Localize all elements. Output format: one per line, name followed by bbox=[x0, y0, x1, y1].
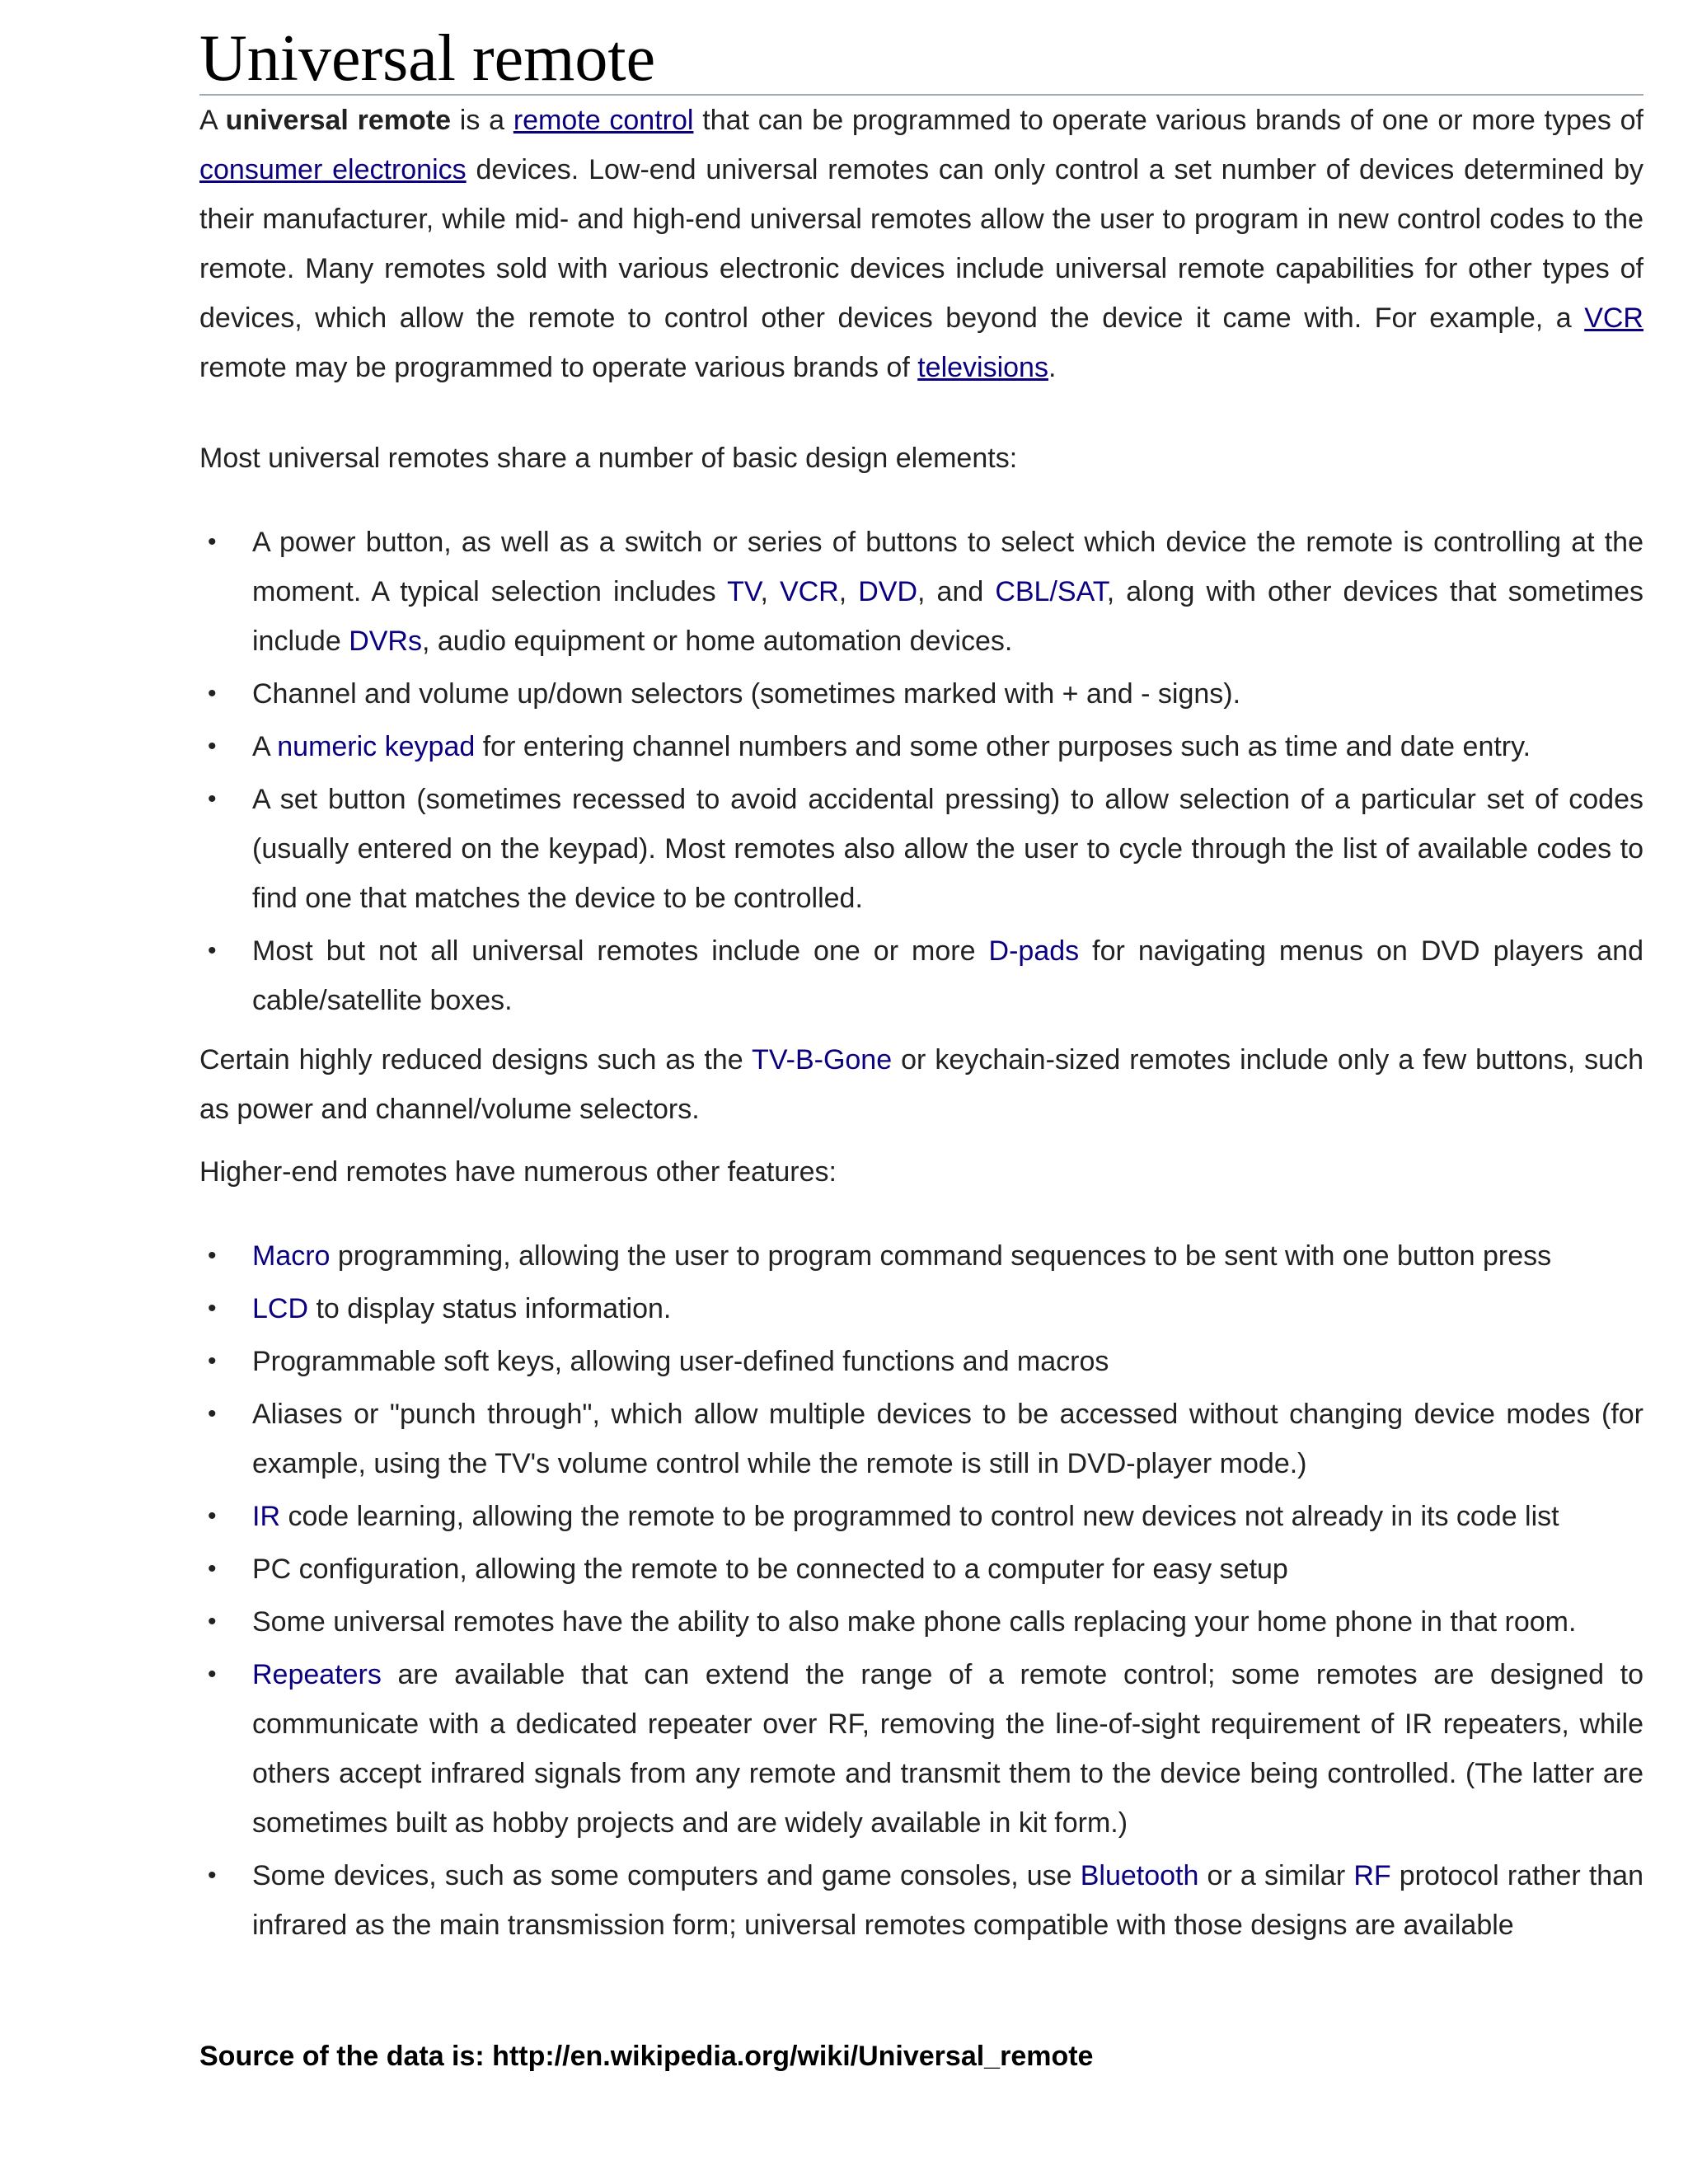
article bbox=[199, 23, 1643, 1953]
basic-elements-list bbox=[199, 518, 1643, 1025]
list-item bbox=[199, 669, 1643, 719]
item-text: code learning, allowing the remote to be programmed to control new devices not already in its code list bbox=[280, 1501, 1559, 1532]
intro-paragraph bbox=[199, 96, 1643, 392]
intro-text: that can be programmed to operate various brands of one or more types of bbox=[693, 105, 1643, 136]
basic-elements-lead: Most universal remotes share a number of basic design elements: bbox=[199, 443, 1018, 474]
list-item bbox=[199, 775, 1643, 923]
link-rf[interactable]: RF bbox=[1353, 1860, 1391, 1891]
link-cbl-sat[interactable]: CBL/SAT bbox=[995, 576, 1107, 607]
item-text: PC configuration, allowing the remote to be connected to a computer for easy setup bbox=[252, 1554, 1288, 1585]
item-text: Some universal remotes have the ability to also make phone calls replacing your home phone in that room. bbox=[252, 1606, 1577, 1638]
reduced-designs-paragraph bbox=[199, 1035, 1643, 1134]
list-item bbox=[199, 1390, 1643, 1488]
link-remote-control[interactable]: remote control bbox=[513, 105, 694, 136]
link-vcr[interactable]: VCR bbox=[1584, 302, 1643, 334]
link-repeaters[interactable]: Repeaters bbox=[252, 1659, 382, 1690]
source-note: Source of the data is: http://en.wikipedia.org/wiki/Universal_remote bbox=[199, 2041, 1094, 2072]
intro-text: . bbox=[1048, 352, 1057, 383]
link-tv-b-gone[interactable]: TV-B-Gone bbox=[752, 1044, 893, 1076]
item-text: are available that can extend the range of a remote control; some remotes are designed to communicate with a dedicated repeater over RF, removing the line-of-sight requirement of IR repeaters, while others accept infrared signals from any remote and transmit them to the device being controlled. (The latter are sometimes built as hobby projects and are widely available in kit form.) bbox=[252, 1659, 1643, 1839]
item-text: to display status information. bbox=[308, 1293, 672, 1324]
item-text: A bbox=[252, 731, 278, 762]
item-text: A power button, as well as a switch or series of buttons to select which device the remote is controlling at the moment. A typical selection includes bbox=[252, 527, 1643, 607]
item-text: Most but not all universal remotes include one or more bbox=[252, 935, 989, 967]
list-item bbox=[199, 722, 1643, 771]
paragraph-text: or keychain-sized remotes include only a few buttons, such as power and channel/volume selectors. bbox=[199, 1044, 1643, 1125]
link-lcd[interactable]: LCD bbox=[252, 1293, 309, 1324]
item-text: A set button (sometimes recessed to avoid accidental pressing) to allow selection of a particular set of codes (usually entered on the keypad). Most remotes also allow the user to cycle through the list of available codes to find one that matches the device to be controlled. bbox=[252, 784, 1643, 914]
intro-text: A bbox=[199, 105, 226, 136]
link-dvd[interactable]: DVD bbox=[858, 576, 918, 607]
item-text: protocol rather than infrared as the main transmission form; universal remotes compatible with those designs are available bbox=[252, 1860, 1643, 1941]
item-text: for entering channel numbers and some other purposes such as time and date entry. bbox=[475, 731, 1531, 762]
list-item bbox=[199, 1597, 1643, 1647]
item-text: for navigating menus on DVD players and cable/satellite boxes. bbox=[252, 935, 1643, 1016]
intro-text: devices. Low-end universal remotes can only control a set number of devices determined by their manufacturer, while mid- and high-end universal remotes allow the user to program in new control codes to the remote. Many remotes sold with various electronic devices include universal remote capabilities for other types of devices, which allow the remote to control other devices beyond the device it came with. For example, a bbox=[199, 154, 1643, 334]
item-text: , bbox=[838, 576, 859, 607]
link-consumer-electronics[interactable]: consumer electronics bbox=[199, 154, 467, 185]
link-d-pads[interactable]: D-pads bbox=[988, 935, 1080, 967]
link-televisions[interactable]: televisions bbox=[917, 352, 1048, 383]
link-bluetooth[interactable]: Bluetooth bbox=[1080, 1860, 1199, 1891]
item-text: Programmable soft keys, allowing user-defined functions and macros bbox=[252, 1346, 1109, 1377]
higher-end-lead: Higher-end remotes have numerous other features: bbox=[199, 1156, 837, 1188]
higher-end-list bbox=[199, 1231, 1643, 1950]
link-dvrs[interactable]: DVRs bbox=[349, 626, 422, 657]
list-item bbox=[199, 518, 1643, 666]
item-text: or a similar bbox=[1198, 1860, 1354, 1891]
list-item bbox=[199, 1284, 1643, 1333]
link-macro[interactable]: Macro bbox=[252, 1240, 331, 1272]
item-text: , audio equipment or home automation devices. bbox=[422, 626, 1013, 657]
item-text: , bbox=[760, 576, 780, 607]
page-title: Universal remote bbox=[199, 23, 1643, 96]
list-item bbox=[199, 1851, 1643, 1950]
intro-text: remote may be programmed to operate various brands of bbox=[199, 352, 918, 383]
list-item bbox=[199, 1337, 1643, 1386]
intro-bold-term: universal remote bbox=[225, 105, 452, 136]
list-item bbox=[199, 1544, 1643, 1594]
item-text: , along with other devices that sometimes include bbox=[252, 576, 1643, 657]
item-text: Channel and volume up/down selectors (sometimes marked with + and - signs). bbox=[252, 678, 1241, 710]
list-item bbox=[199, 1650, 1643, 1848]
paragraph-text: Certain highly reduced designs such as the bbox=[199, 1044, 753, 1076]
item-text: programming, allowing the user to program command sequences to be sent with one button press bbox=[330, 1240, 1552, 1272]
list-item bbox=[199, 1492, 1643, 1541]
link-numeric-keypad[interactable]: numeric keypad bbox=[277, 731, 476, 762]
list-item bbox=[199, 926, 1643, 1025]
item-text: Aliases or "punch through", which allow multiple devices to be accessed without changing device modes (for example, using the TV's volume control while the remote is still in DVD-player mode.) bbox=[252, 1399, 1643, 1479]
item-text: , and bbox=[917, 576, 996, 607]
list-item bbox=[199, 1231, 1643, 1281]
link-tv[interactable]: TV bbox=[727, 576, 761, 607]
link-ir[interactable]: IR bbox=[252, 1501, 280, 1532]
item-text: Some devices, such as some computers and game consoles, use bbox=[252, 1860, 1081, 1891]
intro-text: is a bbox=[451, 105, 513, 136]
link-vcr-item[interactable]: VCR bbox=[779, 576, 839, 607]
